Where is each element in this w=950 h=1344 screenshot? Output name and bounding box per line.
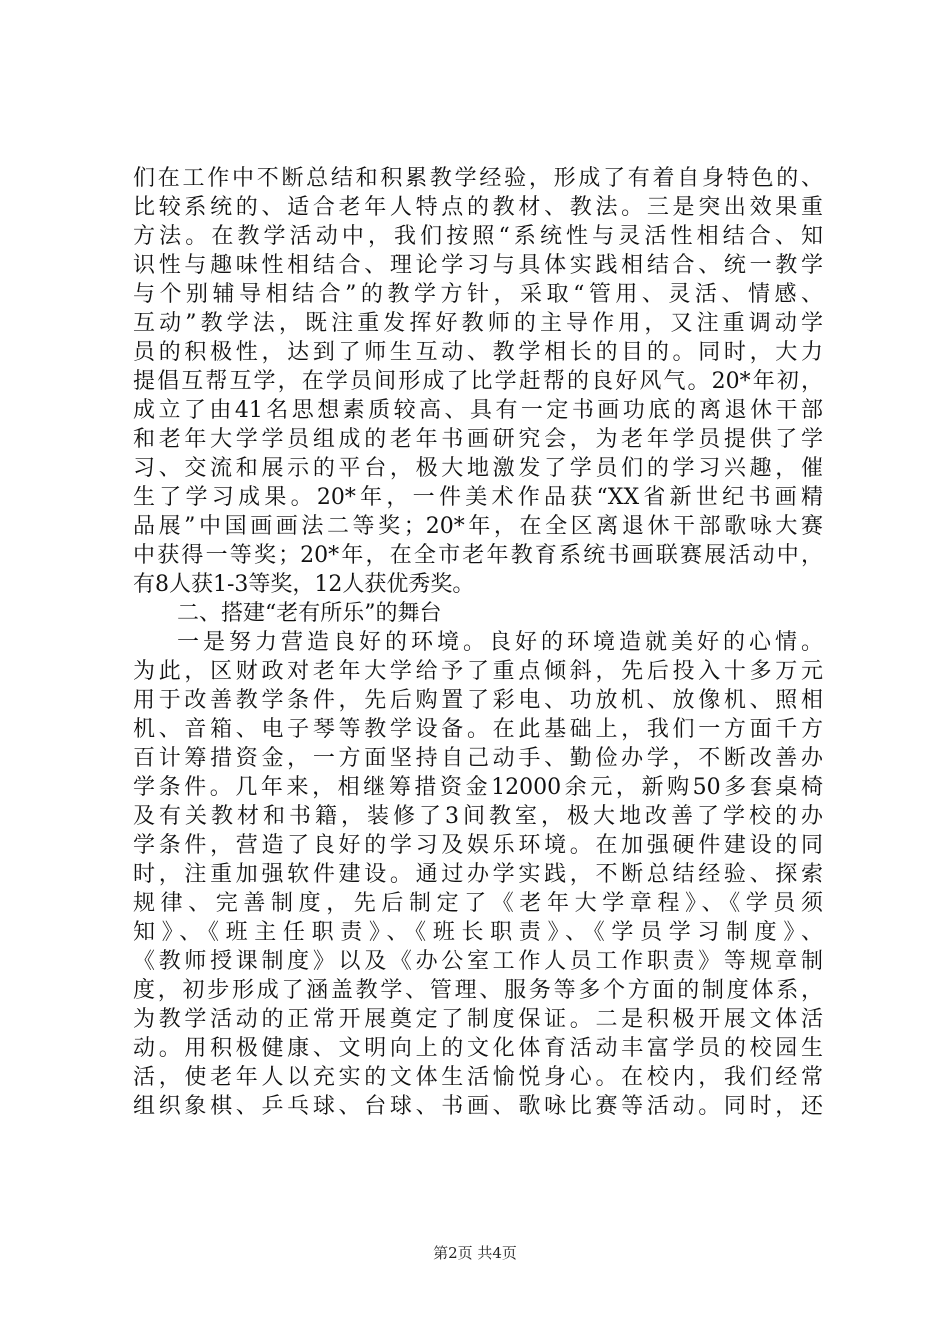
text-line: 规律、完善制度，先后制定了《老年大学章程》、《学员须 xyxy=(133,891,823,916)
text-line: 习、交流和展示的平台，极大地激发了学员们的学习兴趣，催 xyxy=(133,456,823,481)
text-line: 员的积极性，达到了师生互动、教学相长的目的。同时，大力 xyxy=(133,340,823,365)
text-line: 方法。在教学活动中，我们按照“系统性与灵活性相结合、知 xyxy=(133,224,823,249)
text-line: 活，使老年人以充实的文体生活愉悦身心。在校内，我们经常 xyxy=(133,1065,823,1090)
text-line: 互动”教学法，既注重发挥好教师的主导作用，又注重调动学 xyxy=(133,311,823,336)
text-line: 二、搭建“老有所乐”的舞台 xyxy=(177,601,442,626)
text-line: 知》、《班主任职责》、《班长职责》、《学员学习制度》、 xyxy=(133,920,823,945)
text-line: 一是努力营造良好的环境。良好的环境造就美好的心情。 xyxy=(177,630,823,655)
text-line: 及有关教材和书籍，装修了3间教室，极大地改善了学校的办 xyxy=(133,804,823,829)
text-line: 百计筹措资金，一方面坚持自己动手、勤俭办学，不断改善办 xyxy=(133,746,823,771)
text-line: 用于改善教学条件，先后购置了彩电、功放机、放像机、照相 xyxy=(133,688,823,713)
text-line: 为此，区财政对老年大学给予了重点倾斜，先后投入十多万元 xyxy=(133,659,823,684)
text-line: 比较系统的、适合老年人特点的教材、教法。三是突出效果重 xyxy=(133,195,823,220)
text-line: 成立了由41名思想素质较高、具有一定书画功底的离退休干部 xyxy=(133,398,823,423)
text-line: 们在工作中不断总结和积累教学经验，形成了有着自身特色的、 xyxy=(133,166,823,191)
text-line: 与个别辅导相结合”的教学方针，采取“管用、灵活、情感、 xyxy=(133,282,823,307)
text-line: 动。用积极健康、文明向上的文化体育活动丰富学员的校园生 xyxy=(133,1036,823,1061)
text-line: 生了学习成果。20*年，一件美术作品获“XX省新世纪书画精 xyxy=(133,485,823,510)
text-line: 提倡互帮互学，在学员间形成了比学赶帮的良好风气。20*年初， xyxy=(133,369,823,394)
text-line: 和老年大学学员组成的老年书画研究会，为老年学员提供了学 xyxy=(133,427,823,452)
page-number-footer: 第2页 共4页 xyxy=(433,1244,517,1262)
text-line: 机、音箱、电子琴等教学设备。在此基础上，我们一方面千方 xyxy=(133,717,823,742)
text-line: 学条件。几年来，相继筹措资金12000余元，新购50多套桌椅 xyxy=(133,775,823,800)
text-line: 识性与趣味性相结合、理论学习与具体实践相结合、统一教学 xyxy=(133,253,823,278)
document-body xyxy=(133,164,823,1121)
text-line: 度，初步形成了涵盖教学、管理、服务等多个方面的制度体系， xyxy=(133,978,823,1003)
text-line: 有8人获1-3等奖，12人获优秀奖。 xyxy=(133,572,475,597)
text-line: 《教师授课制度》以及《办公室工作人员工作职责》等规章制 xyxy=(133,949,823,974)
text-line: 组织象棋、乒乓球、台球、书画、歌咏比赛等活动。同时，还 xyxy=(133,1094,823,1119)
text-line: 品展”中国画画法二等奖；20*年，在全区离退休干部歌咏大赛 xyxy=(133,514,823,539)
text-line: 为教学活动的正常开展奠定了制度保证。二是积极开展文体活 xyxy=(133,1007,823,1032)
text-line: 学条件，营造了良好的学习及娱乐环境。在加强硬件建设的同 xyxy=(133,833,823,858)
text-line: 时，注重加强软件建设。通过办学实践，不断总结经验、探索 xyxy=(133,862,823,887)
text-line: 中获得一等奖；20*年，在全市老年教育系统书画联赛展活动中， xyxy=(133,543,823,568)
